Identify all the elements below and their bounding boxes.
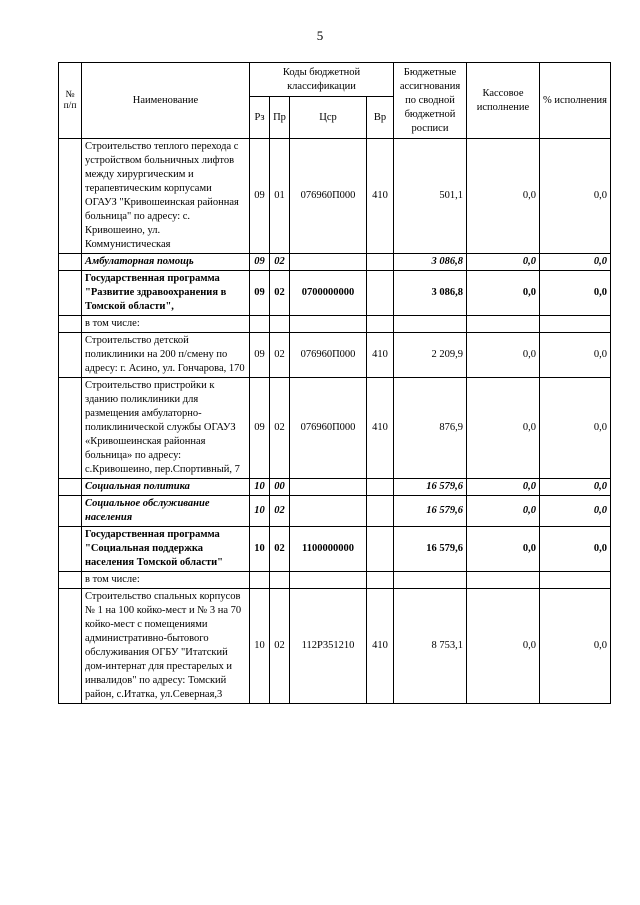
table-row <box>59 572 611 589</box>
cell-rz: 09 <box>250 254 270 271</box>
cell-name: Строительство спальных корпусов № 1 на 100 койко-мест и № 3 на 70 койко-мест с помещениями административно-бытового обслуживания ОГБУ "Итатский дом-интернат для престарелых и инвалидов" по адресу: Томский район, с.Итатка, ул.Северная,3 <box>82 589 250 704</box>
cell-csr: 076960П000 <box>290 139 367 254</box>
header-codes: Коды бюджетной классификации <box>250 63 394 97</box>
cell-rz <box>250 572 270 589</box>
cell-vr: 410 <box>367 378 394 479</box>
cell-vr: 410 <box>367 139 394 254</box>
table-body <box>59 139 611 704</box>
page-number: 5 <box>316 28 324 43</box>
cell-percent-execution: 0,0 <box>540 589 611 704</box>
cell-pr: 02 <box>270 271 290 316</box>
header-rz: Рз <box>250 97 270 139</box>
cell-rz: 10 <box>250 589 270 704</box>
cell-cash-execution: 0,0 <box>467 378 540 479</box>
cell-name: Социальная политика <box>82 479 250 496</box>
cell-csr <box>290 572 367 589</box>
cell-number <box>59 316 82 333</box>
cell-vr: 410 <box>367 333 394 378</box>
cell-name: Амбулаторная помощь <box>82 254 250 271</box>
header-allocations: Бюджетные ассигнования по сводной бюджетной росписи <box>394 63 467 139</box>
cell-pr: 02 <box>270 589 290 704</box>
cell-number <box>59 378 82 479</box>
cell-percent-execution: 0,0 <box>540 254 611 271</box>
cell-number <box>59 271 82 316</box>
cell-vr <box>367 572 394 589</box>
budget-table <box>58 62 611 704</box>
header-name: Наименование <box>82 63 250 139</box>
cell-pr: 00 <box>270 479 290 496</box>
cell-cash-execution: 0,0 <box>467 271 540 316</box>
cell-rz <box>250 316 270 333</box>
cell-vr: 410 <box>367 589 394 704</box>
cell-vr <box>367 496 394 527</box>
cell-number <box>59 527 82 572</box>
cell-percent-execution: 0,0 <box>540 527 611 572</box>
cell-cash-execution: 0,0 <box>467 479 540 496</box>
table-row <box>59 589 611 704</box>
cell-number <box>59 254 82 271</box>
cell-cash-execution: 0,0 <box>467 496 540 527</box>
cell-percent-execution <box>540 572 611 589</box>
header-vr: Вр <box>367 97 394 139</box>
table-row <box>59 527 611 572</box>
cell-vr <box>367 254 394 271</box>
cell-number <box>59 139 82 254</box>
cell-number <box>59 589 82 704</box>
cell-name: Государственная программа "Развитие здравоохранения в Томской области", <box>82 271 250 316</box>
cell-number <box>59 479 82 496</box>
cell-number <box>59 496 82 527</box>
cell-allocation: 16 579,6 <box>394 527 467 572</box>
cell-percent-execution: 0,0 <box>540 139 611 254</box>
cell-rz: 10 <box>250 479 270 496</box>
table-row <box>59 254 611 271</box>
cell-allocation: 8 753,1 <box>394 589 467 704</box>
cell-rz: 10 <box>250 527 270 572</box>
cell-name: в том числе: <box>82 572 250 589</box>
cell-allocation: 876,9 <box>394 378 467 479</box>
cell-name: Строительство теплого перехода с устройством больничных лифтов между хирургическим и терапевтическим корпусами ОГАУЗ "Кривошеинская районная больница" по адресу: с. Кривошеино, ул. Коммунистическая <box>82 139 250 254</box>
cell-allocation: 16 579,6 <box>394 496 467 527</box>
cell-name: Социальное обслуживание населения <box>82 496 250 527</box>
header-csr: Цср <box>290 97 367 139</box>
cell-percent-execution <box>540 316 611 333</box>
cell-allocation <box>394 572 467 589</box>
cell-percent-execution: 0,0 <box>540 496 611 527</box>
cell-allocation: 3 086,8 <box>394 254 467 271</box>
cell-cash-execution: 0,0 <box>467 254 540 271</box>
cell-cash-execution <box>467 316 540 333</box>
table-row <box>59 496 611 527</box>
cell-pr: 02 <box>270 333 290 378</box>
cell-rz: 09 <box>250 333 270 378</box>
cell-pr: 02 <box>270 254 290 271</box>
cell-pr: 01 <box>270 139 290 254</box>
header-percent-execution: % исполнения <box>540 63 611 139</box>
cell-number <box>59 572 82 589</box>
cell-csr: 076960П000 <box>290 333 367 378</box>
cell-cash-execution: 0,0 <box>467 527 540 572</box>
cell-number <box>59 333 82 378</box>
cell-pr <box>270 316 290 333</box>
table-row <box>59 378 611 479</box>
cell-csr: 0700000000 <box>290 271 367 316</box>
table-row <box>59 333 611 378</box>
cell-percent-execution: 0,0 <box>540 378 611 479</box>
cell-name: в том числе: <box>82 316 250 333</box>
table-row <box>59 139 611 254</box>
cell-cash-execution: 0,0 <box>467 589 540 704</box>
cell-csr <box>290 316 367 333</box>
cell-rz: 09 <box>250 271 270 316</box>
header-pr: Пр <box>270 97 290 139</box>
cell-vr <box>367 271 394 316</box>
cell-pr: 02 <box>270 496 290 527</box>
cell-rz: 09 <box>250 139 270 254</box>
cell-vr <box>367 527 394 572</box>
cell-csr <box>290 479 367 496</box>
cell-csr: 112P351210 <box>290 589 367 704</box>
table-row <box>59 271 611 316</box>
cell-name: Строительство детской поликлиники на 200 п/смену по адресу: г. Асино, ул. Гончарова, 170 <box>82 333 250 378</box>
cell-csr <box>290 496 367 527</box>
header-cash-execution: Кассовое исполнение <box>467 63 540 139</box>
cell-pr <box>270 572 290 589</box>
cell-percent-execution: 0,0 <box>540 271 611 316</box>
cell-percent-execution: 0,0 <box>540 333 611 378</box>
cell-csr: 076960П000 <box>290 378 367 479</box>
cell-percent-execution: 0,0 <box>540 479 611 496</box>
cell-cash-execution: 0,0 <box>467 139 540 254</box>
cell-pr: 02 <box>270 378 290 479</box>
cell-csr <box>290 254 367 271</box>
table-row <box>59 479 611 496</box>
cell-rz: 09 <box>250 378 270 479</box>
cell-allocation <box>394 316 467 333</box>
cell-pr: 02 <box>270 527 290 572</box>
table-row <box>59 316 611 333</box>
cell-allocation: 501,1 <box>394 139 467 254</box>
cell-rz: 10 <box>250 496 270 527</box>
cell-allocation: 2 209,9 <box>394 333 467 378</box>
cell-allocation: 3 086,8 <box>394 271 467 316</box>
table-header <box>59 63 611 139</box>
cell-cash-execution <box>467 572 540 589</box>
cell-cash-execution: 0,0 <box>467 333 540 378</box>
cell-vr <box>367 316 394 333</box>
cell-allocation: 16 579,6 <box>394 479 467 496</box>
cell-name: Государственная программа "Социальная поддержка населения Томской области" <box>82 527 250 572</box>
header-number: № п/п <box>59 63 82 139</box>
cell-name: Строительство пристройки к зданию поликлиники для размещения амбулаторно-поликлинической службы ОГАУЗ «Кривошеинская районная больница» по адресу: с.Кривошеино, пер.Спортивный, 7 <box>82 378 250 479</box>
cell-csr: 1100000000 <box>290 527 367 572</box>
cell-vr <box>367 479 394 496</box>
